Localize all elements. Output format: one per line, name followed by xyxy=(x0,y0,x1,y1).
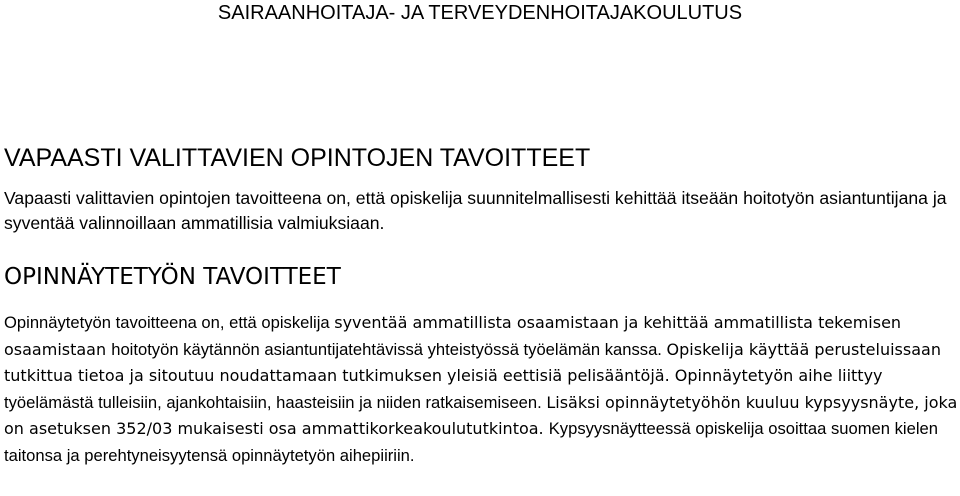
thesis-text-segment: Lisäksi opinnäytetyöhön kuuluu kypsyysnäyte, joka on asetuksen 352/03 mukaisesti osa ammattikorkeakoulututkintoa. xyxy=(4,392,958,439)
paragraph-thesis-goals xyxy=(4,310,958,470)
thesis-text-segment: hoitotyön käytännön asiantuntijatehtävissä yhteistyössä työelämän kanssa. xyxy=(111,339,667,359)
thesis-text-segment: syventää ammatillista osaamistaan ja kehittää ammatillista tekemisen osaamistaan xyxy=(4,313,902,359)
thesis-text-segment: Kypsyysnäytteessä opiskelija osoittaa suomen kielen taitonsa ja perehtyneisyytensä opinnäytetyön aihepiiriin. xyxy=(4,419,938,465)
section-heading-thesis-goals: OPINNÄYTETYÖN TAVOITTEET xyxy=(4,264,341,290)
page-header: SAIRAANHOITAJA- JA TERVEYDENHOITAJAKOULUTUS xyxy=(217,2,743,24)
thesis-text-segment: Opinnäytetyön tavoitteena on, että opiskelija xyxy=(4,313,335,332)
section-heading-elective-studies: VAPAASTI VALITTAVIEN OPINTOJEN TAVOITTEET xyxy=(4,144,591,172)
paragraph-elective-studies: Vapaasti valittavien opintojen tavoitteena on, että opiskelija suunnitelmallisesti kehittää itseään hoitotyön asiantuntijana ja syventää valinnoillaan ammatillisia valmiuksiaan. xyxy=(4,188,947,233)
thesis-text-segment: Opiskelija käyttää perusteluissaan tutkittua tietoa ja sitoutuu noudattamaan tutkimuksen yleisiä eettisiä pelisääntöjä. Opinnäytetyön aihe liittyy xyxy=(4,339,941,386)
thesis-text-segment: työelämästä tulleisiin, ajankohtaisiin, haasteisiin ja niiden ratkaisemiseen. xyxy=(4,392,547,412)
